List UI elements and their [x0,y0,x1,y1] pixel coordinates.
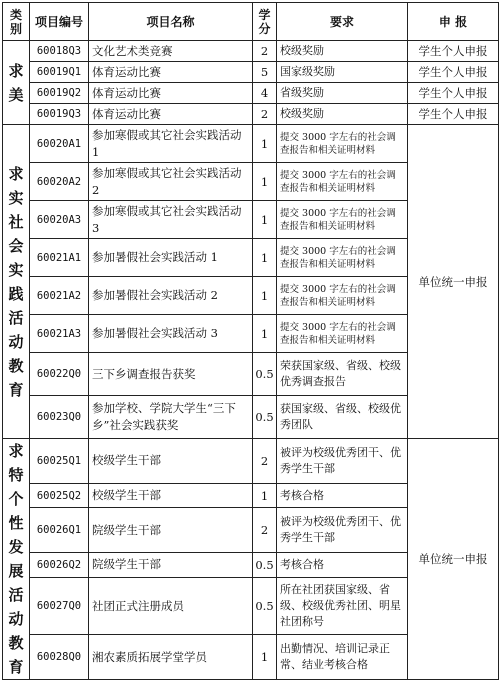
requirement: 提交 3000 字左右的社会调查报告和相关证明材料 [277,201,408,239]
header-name: 项目名称 [89,3,253,41]
category-label: 求美 [8,61,24,104]
project-code: 60018Q3 [30,41,89,62]
requirement: 省级奖励 [277,83,408,104]
project-code: 60026Q2 [30,553,89,578]
project-code: 60027Q0 [30,577,89,635]
project-name: 校级学生干部 [89,483,253,508]
requirement: 校级奖励 [277,104,408,125]
requirement: 被评为校级优秀团干、优秀学生干部 [277,508,408,553]
credit-value: 0.5 [253,553,277,578]
requirement: 出勤情况、培训记录正常、结业考核合格 [277,635,408,680]
requirement: 荣获国家级、省级、校级优秀调查报告 [277,353,408,396]
credit-value: 1 [253,239,277,277]
header-requirement: 要求 [277,3,408,41]
header-category: 类别 [3,3,30,41]
table-row [3,62,499,83]
apply-method: 单位统一申报 [408,439,499,680]
requirement: 国家级奖励 [277,62,408,83]
project-name: 参加寒假或其它社会实践活动 1 [89,125,253,163]
credit-value: 1 [253,315,277,353]
project-name: 院级学生干部 [89,508,253,553]
table-body [3,41,499,680]
apply-method: 学生个人申报 [408,41,499,62]
credit-value: 4 [253,83,277,104]
project-name: 参加学校、学院大学生“三下乡”社会实践获奖 [89,396,253,439]
credit-value: 0.5 [253,353,277,396]
project-code: 60022Q0 [30,353,89,396]
project-name: 三下乡调查报告获奖 [89,353,253,396]
credit-value: 0.5 [253,577,277,635]
header-apply: 申 报 [408,3,499,41]
project-code: 60026Q1 [30,508,89,553]
header-row [3,3,499,41]
project-name: 体育运动比赛 [89,83,253,104]
category-cell [3,125,30,439]
credit-value: 2 [253,104,277,125]
course-credit-table [2,2,499,680]
category-label: 求实社会实践活动教育 [8,164,24,399]
credit-value: 1 [253,635,277,680]
project-code: 60025Q2 [30,483,89,508]
header-credit: 学分 [253,3,277,41]
project-name: 体育运动比赛 [89,62,253,83]
requirement: 提交 3000 字左右的社会调查报告和相关证明材料 [277,277,408,315]
project-code: 60021A2 [30,277,89,315]
project-name: 文化艺术类竞赛 [89,41,253,62]
requirement: 提交 3000 字左右的社会调查报告和相关证明材料 [277,315,408,353]
table-row [3,41,499,62]
credit-value: 1 [253,163,277,201]
apply-method: 学生个人申报 [408,104,499,125]
credit-value: 2 [253,508,277,553]
requirement: 获国家级、省级、校级优秀团队 [277,396,408,439]
requirement: 提交 3000 字左右的社会调查报告和相关证明材料 [277,125,408,163]
project-name: 参加暑假社会实践活动 1 [89,239,253,277]
credit-value: 2 [253,41,277,62]
requirement: 考核合格 [277,483,408,508]
project-code: 60021A1 [30,239,89,277]
requirement: 所在社团获国家级、省级、校级优秀社团、明星社团称号 [277,577,408,635]
requirement: 提交 3000 字左右的社会调查报告和相关证明材料 [277,163,408,201]
project-name: 参加寒假或其它社会实践活动 2 [89,163,253,201]
project-name: 院级学生干部 [89,553,253,578]
category-label: 求特个性发展活动教育 [8,442,24,676]
apply-method: 学生个人申报 [408,83,499,104]
table-row [3,125,499,163]
credit-value: 1 [253,483,277,508]
apply-method: 学生个人申报 [408,62,499,83]
table-row [3,104,499,125]
project-code: 60019Q3 [30,104,89,125]
project-name: 体育运动比赛 [89,104,253,125]
project-name: 参加寒假或其它社会实践活动 3 [89,201,253,239]
category-cell [3,41,30,125]
requirement: 考核合格 [277,553,408,578]
project-name: 社团正式注册成员 [89,577,253,635]
project-name: 湘农素质拓展学堂学员 [89,635,253,680]
project-name: 校级学生干部 [89,439,253,484]
project-code: 60025Q1 [30,439,89,484]
credit-value: 1 [253,125,277,163]
project-code: 60019Q1 [30,62,89,83]
project-code: 60020A1 [30,125,89,163]
credit-value: 0.5 [253,396,277,439]
project-name: 参加暑假社会实践活动 3 [89,315,253,353]
credit-value: 2 [253,439,277,484]
project-code: 60021A3 [30,315,89,353]
credit-value: 1 [253,277,277,315]
project-code: 60020A3 [30,201,89,239]
project-code: 60019Q2 [30,83,89,104]
credit-value: 5 [253,62,277,83]
project-code: 60028Q0 [30,635,89,680]
requirement: 被评为校级优秀团干、优秀学生干部 [277,439,408,484]
apply-method: 单位统一申报 [408,125,499,439]
header-code: 项目编号 [30,3,89,41]
project-code: 60023Q0 [30,396,89,439]
table-row [3,83,499,104]
requirement: 校级奖励 [277,41,408,62]
project-code: 60020A2 [30,163,89,201]
category-cell [3,439,30,680]
project-name: 参加暑假社会实践活动 2 [89,277,253,315]
table-row [3,439,499,484]
requirement: 提交 3000 字左右的社会调查报告和相关证明材料 [277,239,408,277]
credit-value: 1 [253,201,277,239]
